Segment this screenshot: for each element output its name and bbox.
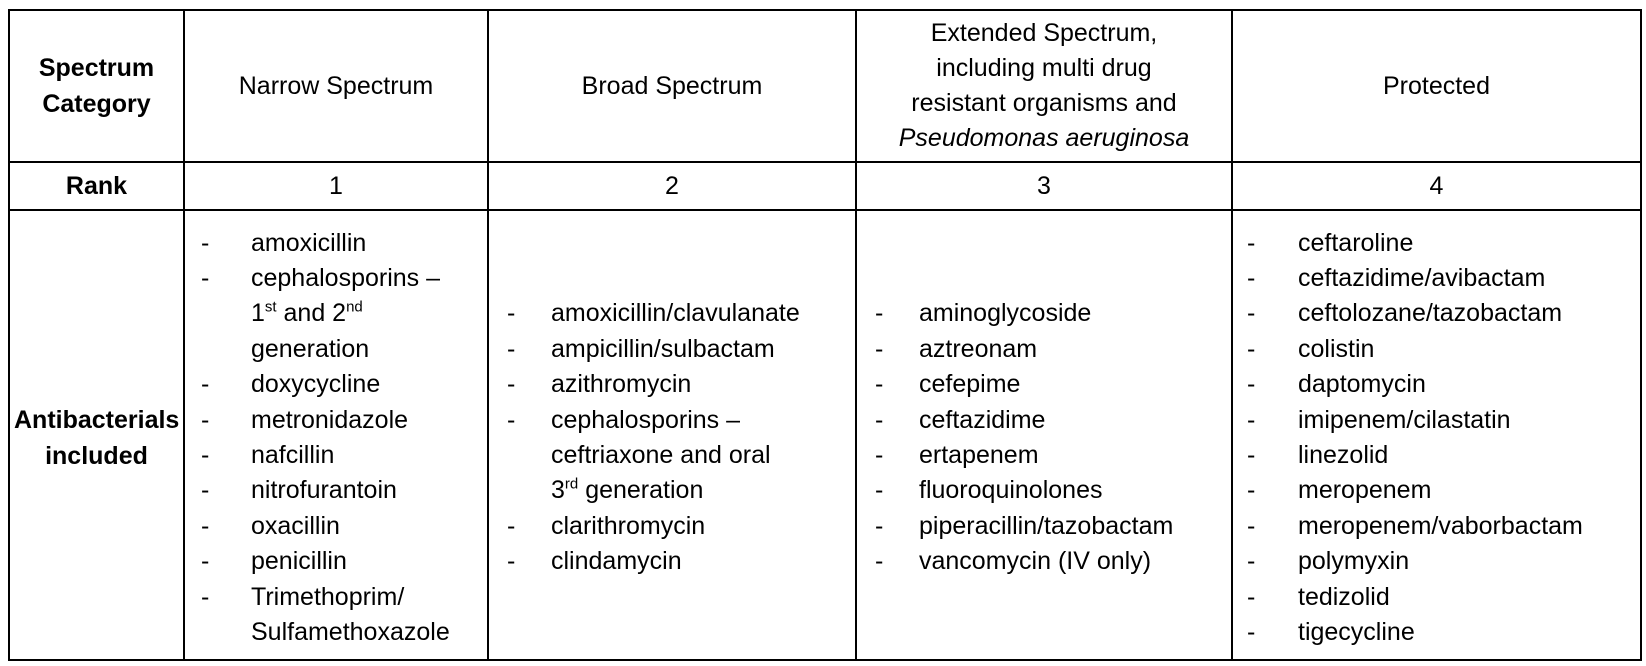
list-item — [1233, 367, 1640, 402]
drug-name: imipenem/cilastatin — [1298, 405, 1511, 434]
bullet-dash: - — [507, 334, 516, 363]
drug-name: vancomycin (IV only) — [919, 547, 1152, 576]
drug-name: polymyxin — [1298, 547, 1410, 576]
bullet-dash: - — [1247, 405, 1256, 434]
drug-name: ceftolozane/tazobactam — [1298, 299, 1563, 328]
list-item — [857, 296, 1231, 331]
list-item — [1233, 509, 1640, 544]
bullet-dash: - — [875, 441, 884, 469]
bullet-dash: - — [201, 263, 210, 292]
drug-name: colistin — [1298, 334, 1375, 363]
list-item — [1233, 261, 1640, 296]
list-item — [1233, 580, 1640, 615]
list-item — [1233, 544, 1640, 579]
drug-name: meropenem/vaborbactam — [1298, 511, 1583, 540]
antibacterials-label: Antibacterials included — [14, 406, 180, 470]
list-item — [185, 403, 487, 438]
drug-name: Trimethoprim/ Sulfamethoxazole — [251, 582, 450, 647]
list-item — [1233, 226, 1640, 261]
drug-name: tigecycline — [1298, 618, 1415, 647]
bullet-dash: - — [1247, 228, 1256, 257]
bullet-dash: - — [875, 370, 884, 399]
bullet-dash: - — [1247, 618, 1256, 647]
bullet-dash: - — [1247, 547, 1256, 576]
extended-header-cell — [856, 10, 1232, 162]
drug-name: oxacillin — [251, 511, 340, 540]
drug-name: ceftaroline — [1298, 228, 1414, 257]
extended-title-line-2: including multi drug — [936, 54, 1152, 82]
protected-drugs-cell — [1232, 210, 1641, 660]
drug-name: doxycycline — [251, 370, 381, 399]
rank-value-extended: 3 — [1037, 171, 1051, 200]
drug-name: ceftazidime/avibactam — [1298, 263, 1546, 292]
drug-name: azithromycin — [551, 370, 692, 399]
narrow-drug-list — [185, 220, 487, 651]
extended-title-organism: Pseudomonas aeruginosa — [898, 124, 1190, 152]
protected-drug-list — [1233, 220, 1640, 651]
list-item — [1233, 438, 1640, 473]
list-item — [185, 509, 487, 544]
broad-header-cell — [488, 10, 856, 162]
list-item — [489, 544, 855, 579]
drug-name: tedizolid — [1298, 582, 1390, 611]
list-item — [857, 509, 1231, 544]
rank-value-narrow: 1 — [329, 171, 343, 200]
bullet-dash: - — [507, 511, 516, 540]
broad-drugs-cell — [488, 210, 856, 660]
drug-name: linezolid — [1298, 441, 1389, 469]
bullet-dash: - — [201, 405, 210, 434]
list-item — [185, 367, 487, 402]
antibacterial-spectrum-table — [8, 9, 1642, 661]
drug-name: nitrofurantoin — [251, 476, 397, 505]
bullet-dash: - — [201, 511, 210, 540]
bullet-dash: - — [875, 405, 884, 434]
rank-row — [9, 162, 1641, 210]
narrow-drugs-cell — [184, 210, 488, 660]
list-item — [1233, 473, 1640, 508]
protected-header-cell — [1232, 10, 1641, 162]
drug-name: cephalosporins – ceftriaxone and oral 3rd generation — [551, 405, 771, 505]
bullet-dash: - — [1247, 370, 1256, 399]
extended-title-line-1: Extended Spectrum, — [930, 19, 1158, 47]
bullet-dash: - — [875, 334, 884, 363]
rank-value-protected: 4 — [1429, 171, 1444, 200]
bullet-dash: - — [201, 582, 210, 611]
narrow-spectrum-title: Narrow Spectrum — [238, 72, 434, 100]
drug-name: daptomycin — [1298, 370, 1426, 399]
protected-title: Protected — [1382, 72, 1490, 100]
bullet-dash: - — [201, 476, 210, 505]
bullet-dash: - — [875, 511, 884, 540]
list-item — [489, 367, 855, 402]
narrow-header-cell — [184, 10, 488, 162]
bullet-dash: - — [507, 370, 516, 399]
bullet-dash: - — [1247, 299, 1256, 328]
list-item — [857, 544, 1231, 579]
rank-value-broad: 2 — [665, 171, 679, 200]
bullet-dash: - — [201, 547, 210, 576]
bullet-dash: - — [201, 228, 210, 257]
drug-name: aztreonam — [919, 334, 1038, 363]
bullet-dash: - — [507, 405, 516, 434]
drug-name: clindamycin — [551, 547, 682, 576]
category-label: Spectrum Category — [38, 54, 155, 118]
drug-name: aminoglycoside — [919, 299, 1092, 328]
list-item — [489, 332, 855, 367]
drug-name: clarithromycin — [551, 511, 706, 540]
drug-name: cefepime — [919, 370, 1021, 399]
drug-name: penicillin — [251, 547, 347, 576]
list-item — [489, 296, 855, 331]
bullet-dash: - — [1247, 511, 1256, 540]
header-row — [9, 10, 1641, 162]
list-item — [857, 367, 1231, 402]
list-item — [489, 403, 855, 509]
bullet-dash: - — [507, 299, 516, 328]
broad-drug-list — [489, 290, 855, 579]
drug-name: ertapenem — [919, 441, 1039, 469]
list-item — [1233, 615, 1640, 650]
bullet-dash: - — [1247, 263, 1256, 292]
list-item — [185, 226, 487, 261]
bullet-dash: - — [875, 299, 884, 328]
list-item — [857, 332, 1231, 367]
bullet-dash: - — [201, 370, 210, 399]
drug-name: meropenem — [1298, 476, 1432, 505]
extended-title-line-3: resistant organisms and — [911, 89, 1177, 117]
drug-name: metronidazole — [251, 405, 409, 434]
extended-drug-list — [857, 290, 1231, 579]
rank-label: Rank — [65, 172, 128, 200]
drug-name: piperacillin/tazobactam — [919, 511, 1174, 540]
bullet-dash: - — [1247, 476, 1256, 505]
list-item — [1233, 296, 1640, 331]
extended-spectrum-title — [857, 16, 1231, 156]
bullet-dash: - — [507, 547, 516, 576]
drug-name: nafcillin — [251, 441, 335, 469]
drug-name: amoxicillin — [251, 228, 367, 257]
bullet-dash: - — [875, 476, 884, 505]
bullet-dash: - — [201, 441, 210, 469]
drug-name: fluoroquinolones — [919, 476, 1103, 505]
bullet-dash: - — [1247, 334, 1256, 363]
drug-name: amoxicillin/clavulanate — [551, 299, 800, 328]
extended-drugs-cell — [856, 210, 1232, 660]
list-item — [185, 438, 487, 473]
broad-spectrum-title: Broad Spectrum — [581, 72, 763, 100]
drug-name: cephalosporins – 1st and 2nd generation — [251, 263, 441, 363]
list-item — [1233, 403, 1640, 438]
list-item — [185, 261, 487, 367]
drug-name: ceftazidime — [919, 405, 1046, 434]
list-item — [185, 580, 487, 651]
list-item — [185, 473, 487, 508]
list-item — [857, 403, 1231, 438]
drug-name: ampicillin/sulbactam — [551, 334, 775, 363]
bullet-dash: - — [1247, 582, 1256, 611]
category-label-cell — [9, 10, 184, 162]
bullet-dash: - — [1247, 441, 1256, 469]
list-item — [857, 438, 1231, 473]
list-item — [489, 509, 855, 544]
bullet-dash: - — [875, 547, 884, 576]
list-item — [857, 473, 1231, 508]
list-item — [1233, 332, 1640, 367]
antibacterials-row — [9, 210, 1641, 660]
list-item — [185, 544, 487, 579]
